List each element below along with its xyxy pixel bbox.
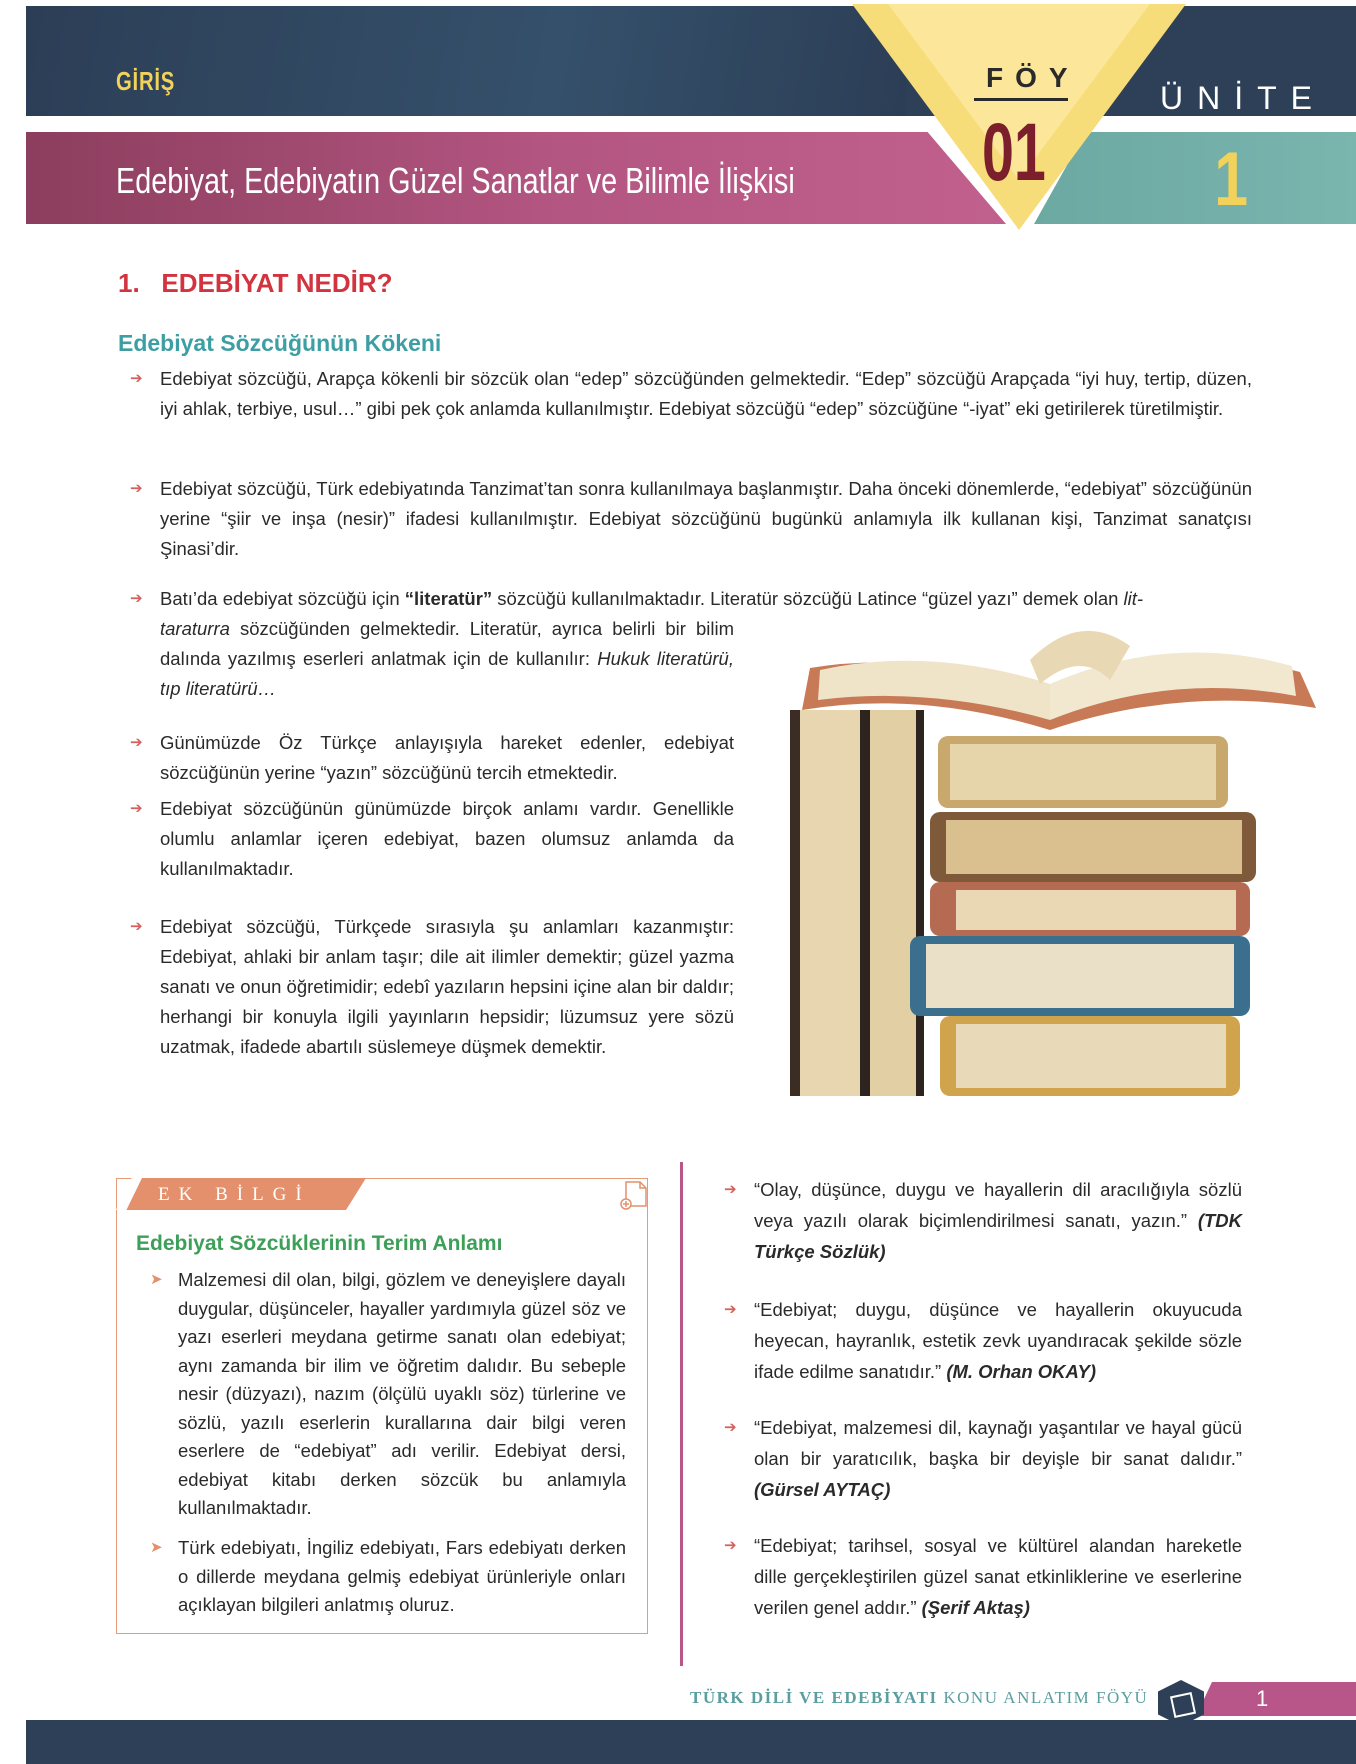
footer-title-bold: TÜRK DİLİ VE EDEBİYATI [690,1688,938,1707]
page-number: 1 [1256,1686,1269,1711]
column-divider [680,1162,683,1666]
bullet-text: sözcüğü kullanılmaktadır. Literatür sözcüğü Latince “güzel yazı” demek olan [492,588,1124,609]
bullet-text: Günümüzde Öz Türkçe anlayışıyla hareket edenler, edebiyat sözcüğünün yerine “yazın” sözcüğünü tercih etmektedir. [160,732,734,783]
book-icon-glyph [1170,1692,1196,1718]
unite-band [1034,132,1356,224]
footer-page-band [1196,1682,1356,1716]
quote-source: (TDK Türkçe Sözlük) [754,1210,1242,1262]
quote-source: (Gürsel AYTAÇ) [754,1479,891,1500]
list-item [130,364,1252,424]
list-item [130,794,734,884]
arrow-icon: ➔ [130,370,143,387]
arrow-icon: ➔ [724,1301,737,1318]
footer-title [690,1688,1148,1708]
arrow-icon: ➔ [130,800,143,817]
quote-text: “Edebiyat; tarihsel, sosyal ve kültürel alandan hareketle dille gerçekleştirilen güzel sanat etkinliklerine ve eserlerine verilen genel addır.” [754,1535,1242,1618]
bullet-text: Batı’da edebiyat sözcüğü için [160,588,405,609]
italic-examples: Hukuk literatürü, tıp literatürü… [160,648,734,699]
foy-label: FÖY [986,62,1080,93]
quote-item [724,1530,1242,1623]
section-subheading: Edebiyat Sözcüğünün Kökeni [118,330,442,356]
section-heading: 1. EDEBİYAT NEDİR? [118,268,393,298]
bullet-text: Edebiyat sözcüğü, Türk edebiyatında Tanzimat’tan sonra kullanılmaya başlanmıştır. Daha önceki dönemlerde, “edebiyat” sözcüğünün yerine “şiir ve inşa (nesir)” ifadesi kullanılmıştır. Edebiyat sözcüğünü bugünkü anlamıyla ilk kullanan kişi, Tanzimat sanatçısı Şinasi’dir. [160,478,1252,559]
books-illustration [780,620,1320,1100]
list-item [130,912,734,1062]
arrow-icon: ➔ [724,1419,737,1436]
quote-text: “Olay, düşünce, duygu ve hayallerin dil aracılığıyla sözlü veya yazılı olarak biçimlendirilmesi sanatı, yazın.” [754,1179,1242,1231]
note-icon [620,1180,648,1210]
footer-band [26,1720,1356,1764]
unite-number: 1 [1214,137,1249,222]
list-item [130,728,734,788]
arrow-icon: ➔ [130,590,143,607]
foy-number: 01 [982,107,1046,198]
info-text: Malzemesi dil olan, bilgi, gözlem ve deneyişlere dayalı duygular, düşünceler, hayaller yardımıyla güzel söz ve yazı eserleri meydana getirme sanatı olan edebiyat; aynı zamanda bir ilim ve öğretim dalıdır. Bu sebeple nesir (düzyazı), nazım (ölçülü uyaklı söz) türlerine ve sözlü, yazılı eserlerin kurallarına dair bilgi veren eserlere de “edebiyat” adı verilir. Edebiyat dersi, edebiyat kitabı derken sözcük bu anlamıyla kullanılmaktadır. [178,1269,626,1518]
bold-term: “literatür” [404,588,493,609]
bullet-text: sözcüğünden gelmektedir. Literatür, ayrıca belirli bir bilim dalında yazılmış eserleri anlatmak için de kullanılır: [160,618,734,669]
quote-source: (Şerif Aktaş) [921,1597,1030,1618]
arrow-icon: ➔ [130,480,143,497]
list-item [130,584,1252,614]
arrow-icon: ➔ [130,734,143,751]
quote-item [724,1294,1242,1387]
arrow-icon: ➔ [724,1537,737,1554]
page-title: Edebiyat, Edebiyatın Güzel Sanatlar ve Bilimle İlişkisi [116,160,795,201]
arrow-icon: ➤ [150,1539,163,1556]
quote-item [724,1412,1242,1505]
list-item-continued [160,614,734,704]
bullet-text: Edebiyat sözcüğü, Arapça kökenli bir sözcük olan “edep” sözcüğünden gelmektedir. “Edep” sözcüğü Arapçada “iyi huy, tertip, düzen, iyi ahlak, terbiye, usul…” gibi pek çok anlamda kullanılmıştır. Edebiyat sözcüğü “edep” sözcüğüne “-iyat” eki getirilerek türetilmiştir. [160,368,1252,419]
info-text: Türk edebiyatı, İngiliz edebiyatı, Fars edebiyatı derken o dillerde meydana gelmiş edebiyat ürünleriyle onları açıklayan bilgileri anlatmış oluruz. [178,1537,626,1615]
italic-term: lit- [1123,588,1144,609]
list-item [130,474,1252,564]
foy-divider [974,98,1068,101]
unite-label: ÜNİTE [1160,80,1326,116]
info-box-title: Edebiyat Sözcüklerinin Terim Anlamı [136,1232,503,1255]
arrow-icon: ➔ [130,918,143,935]
section-label: GİRİŞ [116,66,176,96]
quote-text: “Edebiyat, malzemesi dil, kaynağı yaşantılar ve hayal gücü olan bir yaratıcılık, başka bir deyişle bir sanat dalıdır.” [754,1417,1242,1469]
header-band-gradient [26,6,906,116]
quote-item [724,1174,1242,1267]
arrow-icon: ➤ [150,1271,163,1288]
info-list-item [150,1266,626,1523]
bullet-text: Edebiyat sözcüğü, Türkçede sırasıyla şu anlamları kazanmıştır: Edebiyat, ahlaki bir anlam taşır; dile ait ilimler demektir; güzel yazma sanatı ve onun öğretimidir; edebî yazıların hepsini içine alan bir daldır; herhangi bir konuyla ilgili yayınların hepsidir; lüzumsuz yere sözü uzatmak, ifadede abartılı süslemeye düşmek demektir. [160,916,734,1057]
arrow-icon: ➔ [724,1181,737,1198]
quote-text: “Edebiyat; duygu, düşünce ve hayallerin okuyucuda heyecan, hayranlık, estetik zevk uyandıracak şekilde sözle ifade edilme sanatıdır.” [754,1299,1242,1382]
bullet-text: Edebiyat sözcüğünün günümüzde birçok anlamı vardır. Genellikle olumlu anlamlar içeren edebiyat, bazen olumsuz anlamda da kullanılmaktadır. [160,798,734,879]
footer-title-rest: KONU ANLATIM FÖYÜ [937,1688,1149,1707]
info-box-label: EK BİLGİ [158,1184,311,1205]
quote-source: (M. Orhan OKAY) [946,1361,1097,1382]
info-list-item [150,1534,626,1620]
italic-term: taraturra [160,618,230,639]
